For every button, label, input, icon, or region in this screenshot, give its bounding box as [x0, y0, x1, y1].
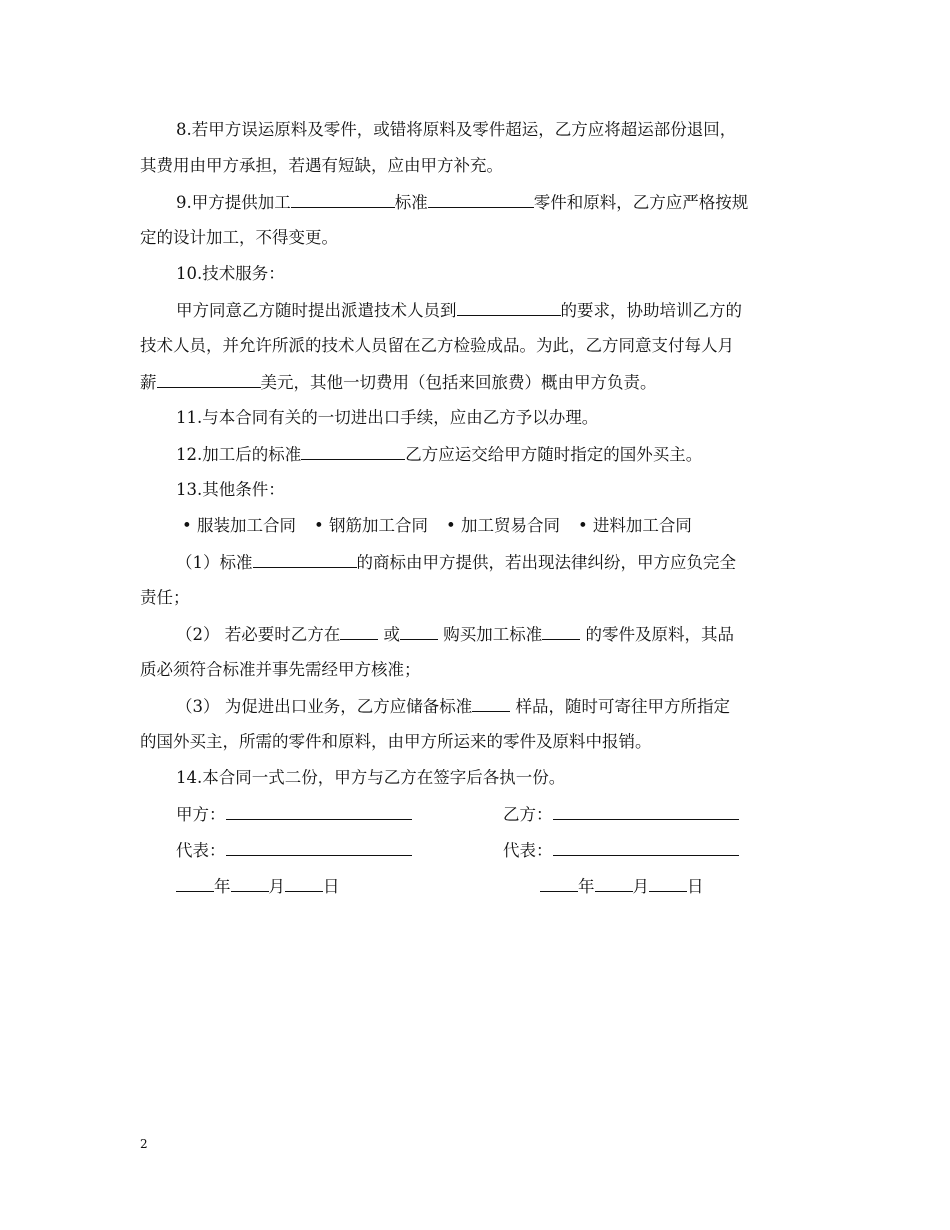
month-label: 月 — [268, 877, 285, 896]
condition-1-line-2: 责任； — [140, 588, 190, 607]
blank-field — [157, 372, 261, 388]
month-label: 月 — [632, 877, 649, 896]
day-blank — [285, 876, 323, 892]
year-label: 年 — [214, 877, 231, 896]
blank-field — [400, 624, 438, 640]
clause-8-line-2: 其费用由甲方承担，若遇有短缺，应由甲方补充。 — [140, 156, 503, 175]
year-blank — [176, 876, 214, 892]
blank-field — [472, 696, 510, 712]
year-blank — [540, 876, 578, 892]
condition-3-line-1 — [176, 696, 812, 717]
party-a-label: 甲方： — [176, 805, 226, 824]
clause-14: 14.本合同一式二份，甲方与乙方在签字后各执一份。 — [176, 768, 566, 787]
blank-field — [291, 192, 395, 208]
clause-13-title: 13.其他条件： — [176, 480, 285, 499]
blank-field — [457, 300, 561, 316]
representative-label: 代表： — [503, 841, 553, 860]
condition-3-text-b: 样品，随时可寄往甲方所指定 — [510, 697, 730, 716]
clause-12-text-b: 乙方应运交给甲方随时指定的国外买主。 — [405, 445, 703, 464]
blank-field — [253, 552, 357, 568]
party-b-signature — [503, 804, 739, 825]
clause-10-text-d: 美元，其他一切费用（包括来回旅费）概由甲方负责。 — [260, 373, 657, 392]
representative-blank — [553, 840, 739, 856]
day-label: 日 — [323, 877, 340, 896]
condition-2-text-c: 购买加工标准 — [438, 625, 543, 644]
clause-10-text-a: 甲方同意乙方随时提出派遣技术人员到 — [176, 301, 457, 320]
page-number: 2 — [140, 1137, 148, 1151]
related-links — [182, 516, 854, 536]
month-blank — [595, 876, 633, 892]
condition-1-line-1 — [176, 552, 812, 573]
clause-10-line-3 — [140, 372, 812, 393]
blank-field — [428, 192, 534, 208]
clause-12 — [176, 444, 812, 465]
party-b-blank — [553, 804, 739, 820]
party-b-representative — [503, 840, 739, 861]
party-b-label: 乙方： — [503, 805, 553, 824]
blank-field — [340, 624, 378, 640]
party-a-date — [176, 876, 340, 897]
clause-10-text-c: 薪 — [140, 373, 157, 392]
clause-9-text-b: 标准 — [394, 193, 428, 212]
clause-9-line-1 — [176, 192, 812, 213]
condition-2-text-b: 或 — [378, 625, 400, 644]
condition-2-line-1 — [176, 624, 812, 645]
blank-field — [542, 624, 580, 640]
clause-10-line-2: 技术人员，并允许所派的技术人员留在乙方检验成品。为此，乙方同意支付每人月 — [140, 336, 734, 355]
clause-9-text-c: 零件和原料，乙方应严格按规 — [533, 193, 749, 212]
clause-8-line-1: 8.若甲方误运原料及零件，或错将原料及零件超运，乙方应将超运部份退回， — [176, 120, 737, 139]
representative-blank — [226, 840, 412, 856]
year-label: 年 — [578, 877, 595, 896]
clause-10-line-1 — [176, 300, 812, 321]
clause-9-text-a: 9.甲方提供加工 — [176, 193, 291, 212]
party-b-date — [540, 876, 704, 897]
day-label: 日 — [687, 877, 704, 896]
link-processing-trade-contract[interactable]: • 加工贸易合同 — [445, 516, 560, 535]
condition-1-text-b: 的商标由甲方提供，若出现法律纠纷，甲方应负完全 — [356, 553, 736, 572]
blank-field — [301, 444, 405, 460]
day-blank — [649, 876, 687, 892]
link-rebar-contract[interactable]: • 钢筋加工合同 — [313, 516, 428, 535]
condition-3-text-a: （3） 为促进出口业务，乙方应储备标准 — [176, 697, 473, 716]
condition-2-text-a: （2） 若必要时乙方在 — [176, 625, 341, 644]
party-a-signature — [176, 804, 412, 825]
party-a-blank — [226, 804, 412, 820]
clause-9-line-2: 定的设计加工，不得变更。 — [140, 228, 338, 247]
link-import-processing-contract[interactable]: • 进料加工合同 — [577, 516, 692, 535]
representative-label: 代表： — [176, 841, 226, 860]
month-blank — [231, 876, 269, 892]
condition-3-line-2: 的国外买主，所需的零件和原料，由甲方所运来的零件及原料中报销。 — [140, 732, 652, 751]
clause-12-text-a: 12.加工后的标准 — [176, 445, 302, 464]
party-a-representative — [176, 840, 412, 861]
clause-11: 11.与本合同有关的一切进出口手续，应由乙方予以办理。 — [176, 408, 599, 427]
clause-10-text-b: 的要求，协助培训乙方的 — [560, 301, 742, 320]
condition-2-text-d: 的零件及原料，其品 — [580, 625, 734, 644]
clause-10-title: 10.技术服务： — [176, 264, 285, 283]
condition-2-line-2: 质必须符合标准并事先需经甲方核准； — [140, 660, 421, 679]
link-clothing-contract[interactable]: • 服装加工合同 — [182, 516, 296, 535]
condition-1-text-a: （1）标准 — [176, 553, 253, 572]
